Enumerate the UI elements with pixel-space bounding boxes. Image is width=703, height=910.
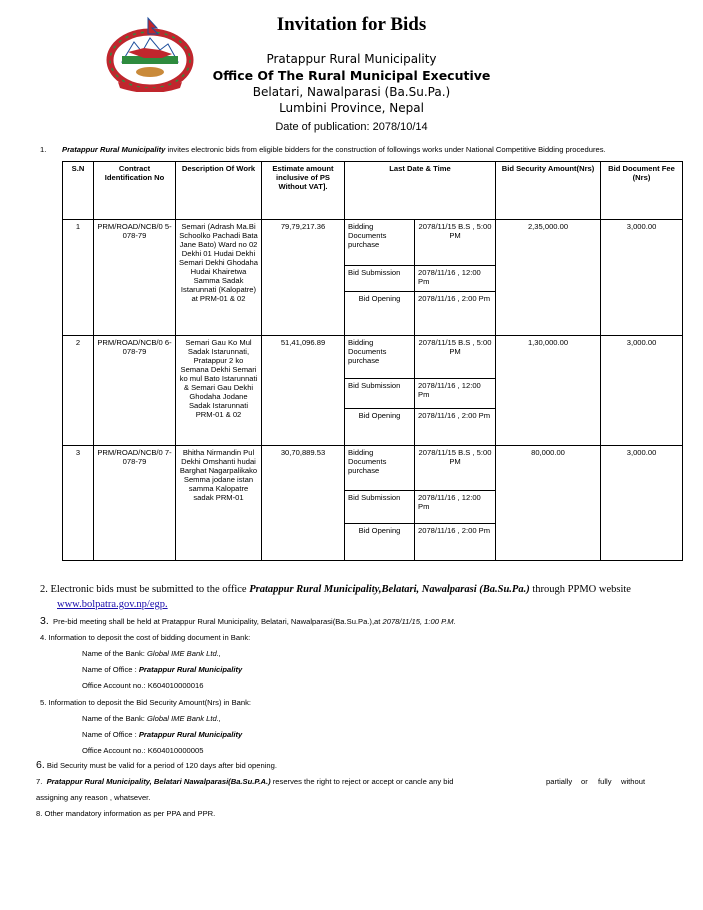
ppmo-website-link[interactable]: www.bolpatra.gov.np/egp.	[57, 599, 168, 610]
municipality-emphasis: Pratappur Rural Municipality, Belatari Nawalparasi(Ba.Su.P.A.)	[46, 777, 271, 786]
cell-doc-fee: 3,000.00	[601, 446, 683, 561]
office-name: Office Of The Rural Municipal Executive	[212, 68, 491, 83]
cell-date-value: 2078/11/16 , 12:00 Pm	[415, 379, 496, 409]
page-title: Invitation for Bids	[276, 14, 427, 35]
office-account-line: Office Account no.: K604010000005	[82, 746, 204, 755]
header-doc-fee: Bid Document Fee (Nrs)	[601, 162, 683, 220]
municipality-emphasis: Pratappur Rural Municipality,Belatari, Nawalparasi (Ba.Su.Pa.)	[249, 584, 530, 595]
paragraph-4: 4. Information to deposit the cost of bidding document in Bank:	[40, 633, 251, 642]
cell-date-label: Bid Opening	[345, 292, 415, 336]
municipality-name: Pratappur Rural Municipality	[266, 52, 437, 66]
paragraph-8: 8. Other mandatory information as per PPA and PPR.	[36, 809, 216, 818]
office-name-line: Name of Office : Pratappur Rural Municipality	[82, 665, 243, 674]
paragraph-number: 2.	[40, 584, 48, 595]
office-name-line: Name of Office : Pratappur Rural Municipality	[82, 730, 243, 739]
paragraph-number: 1.	[40, 145, 47, 154]
header-last-date: Last Date & Time	[345, 162, 496, 220]
paragraph-text: invites electronic bids from eligible bidders for the construction of followings works under National Competitive Bidding procedures.	[165, 145, 606, 154]
cell-sn: 1	[63, 220, 94, 336]
table-row	[63, 336, 683, 379]
publication-date: Date of publication: 2078/10/14	[275, 121, 428, 133]
cell-estimate: 79,79,217.36	[262, 220, 345, 336]
bank-name: Global IME Bank Ltd.,	[147, 714, 221, 723]
cell-doc-fee: 3,000.00	[601, 336, 683, 446]
cell-description: Semari Gau Ko Mul Sadak Istarunnati, Pratappur 2 ko Semana Dekhi Semari ko mul Bato Istarunnati & Semari Gau Dekhi Ghodaha Jodane Sadak Istarunnati PRM-01 & 02	[176, 336, 262, 446]
paragraph-6	[36, 759, 277, 771]
bank-name: Global IME Bank Ltd.,	[147, 649, 221, 658]
cell-date-value: 2078/11/16 , 12:00 Pm	[415, 266, 496, 292]
paragraph-text: through PPMO website	[529, 584, 631, 595]
paragraph-word: without	[621, 777, 646, 786]
table-row	[63, 446, 683, 491]
cell-contract-id: PRM/ROAD/NCB/0 7-078-79	[94, 446, 176, 561]
header-description: Description Of Work	[176, 162, 262, 220]
table-header-row	[63, 162, 683, 220]
paragraph-number: 6.	[36, 759, 45, 771]
cell-description: Bhitha Nirmandin Pul Dekhi Omshanti hudai Barghat Nagarpalikako Semma jodane istan samma Kalopatre sadak PRM-01	[176, 446, 262, 561]
paragraph-word: fully	[598, 777, 612, 786]
paragraph-text: reserves the right to reject or accept or cancle any bid	[270, 777, 454, 786]
bank-name-line: Name of the Bank: Global IME Bank Ltd.,	[82, 649, 221, 658]
cell-contract-id: PRM/ROAD/NCB/0 5-078-79	[94, 220, 176, 336]
paragraph-3	[40, 615, 456, 627]
nepal-emblem-icon	[104, 16, 196, 92]
address-line-1: Belatari, Nawalparasi (Ba.Su.Pa.)	[252, 85, 451, 99]
cell-date-label: Bid Opening	[345, 524, 415, 561]
cell-date-value: 2078/11/16 , 2:00 Pm	[415, 524, 496, 561]
cell-date-label: Bid Opening	[345, 409, 415, 446]
cell-sn: 3	[63, 446, 94, 561]
cell-estimate: 51,41,096.89	[262, 336, 345, 446]
paragraph-text: Pre-bid meeting shall be held at Pratappur Rural Municipality, Belatari, Nawalparasi(Ba.Su.Pa.),at	[53, 617, 383, 626]
bank-name-line: Name of the Bank: Global IME Bank Ltd.,	[82, 714, 221, 723]
paragraph-5: 5. Information to deposit the Bid Security Amount(Nrs) in Bank:	[40, 698, 252, 707]
paragraph-number: 3.	[40, 615, 49, 627]
cell-date-label: Bidding Documents purchase	[345, 220, 415, 266]
header-estimate: Estimate amount inclusive of PS Without VAT].	[262, 162, 345, 220]
table-row	[63, 220, 683, 266]
bids-table	[62, 161, 683, 561]
cell-description: Semari (Adrash Ma.Bi Schoolko Pachadi Bata Jane Bato) Ward no 02 Dekhi 01 Hudai Dekhi Semari Dekhi Ghodaha Hudai Khairetwa Samma Sadak Istarunnati (Kalopatre) at PRM-01 & 02	[176, 220, 262, 336]
cell-estimate: 30,70,889.53	[262, 446, 345, 561]
header-contract-id: Contract Identification No	[94, 162, 176, 220]
cell-date-value: 2078/11/15 B.S , 5:00 PM	[415, 336, 496, 379]
office-name: Pratappur Rural Municipality	[138, 665, 243, 674]
paragraph-2	[40, 584, 680, 595]
paragraph-1	[40, 145, 670, 154]
paragraph-text: Bid Security must be valid for a period of 120 days after bid opening.	[44, 761, 277, 770]
cell-sn: 2	[63, 336, 94, 446]
cell-date-label: Bid Submission	[345, 379, 415, 409]
paragraph-text: Electronic bids must be submitted to the office	[47, 584, 250, 595]
cell-date-value: 2078/11/16 , 12:00 Pm	[415, 491, 496, 524]
cell-contract-id: PRM/ROAD/NCB/0 6-078-79	[94, 336, 176, 446]
cell-date-value: 2078/11/16 , 2:00 Pm	[415, 292, 496, 336]
cell-bid-security: 1,30,000.00	[496, 336, 601, 446]
address-line-2: Lumbini Province, Nepal	[279, 101, 424, 115]
cell-date-label: Bid Submission	[345, 266, 415, 292]
cell-doc-fee: 3,000.00	[601, 220, 683, 336]
paragraph-7	[36, 777, 453, 786]
cell-bid-security: 2,35,000.00	[496, 220, 601, 336]
cell-date-label: Bidding Documents purchase	[345, 336, 415, 379]
paragraph-7-continuation: assigning any reason , whatsever.	[36, 793, 151, 802]
office-name: Pratappur Rural Municipality	[138, 730, 243, 739]
paragraph-word: partially	[546, 777, 573, 786]
header-sn: S.N	[63, 162, 94, 220]
cell-bid-security: 80,000.00	[496, 446, 601, 561]
office-account-line: Office Account no.: K604010000016	[82, 681, 204, 690]
paragraph-number: 7.	[36, 777, 43, 786]
cell-date-value: 2078/11/15 B.S , 5:00 PM	[415, 446, 496, 491]
cell-date-value: 2078/11/15 B.S , 5:00 PM	[415, 220, 496, 266]
paragraph-word: or	[581, 777, 588, 786]
cell-date-value: 2078/11/16 , 2:00 Pm	[415, 409, 496, 446]
municipality-emphasis: Pratappur Rural Municipality	[62, 145, 166, 154]
cell-date-label: Bidding Documents purchase	[345, 446, 415, 491]
prebid-time: 2078/11/15, 1:00 P.M.	[382, 617, 456, 626]
header-bid-security: Bid Security Amount(Nrs)	[496, 162, 601, 220]
cell-date-label: Bid Submission	[345, 491, 415, 524]
